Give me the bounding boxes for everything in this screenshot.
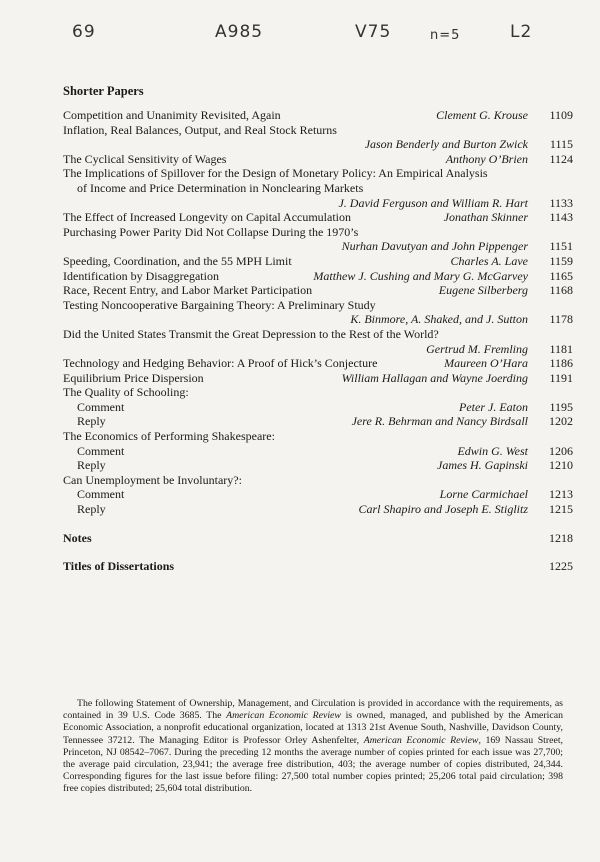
entry-author: Matthew J. Cushing and Mary G. McGarvey — [313, 268, 528, 283]
entry-label: Reply — [77, 458, 106, 473]
entry-author: Eugene Silberberg — [438, 283, 528, 298]
entry-author: William Hallagan and Wayne Joerding — [341, 370, 528, 385]
entry-page: 1218 — [549, 530, 573, 545]
toc-group-title: Can Unemployment be Involuntary?: — [63, 472, 242, 487]
entry-title: Equilibrium Price Dispersion — [63, 370, 204, 385]
entry-author: James H. Gapinski — [437, 458, 528, 473]
toc-entry — [63, 444, 573, 459]
entry-author: Clement G. Krouse — [436, 108, 528, 122]
entry-title: Race, Recent Entry, and Labor Market Participation — [63, 283, 313, 298]
toc-entry — [63, 254, 573, 269]
entry-page: 1206 — [549, 443, 573, 458]
entry-page: 1210 — [549, 458, 573, 473]
entry-author: Jere R. Behrman and Nancy Birdsall — [351, 414, 528, 429]
toc-entry — [63, 502, 573, 517]
entry-author: Nurhan Davutyan and John Pippenger — [341, 239, 528, 254]
toc-entry — [63, 210, 573, 225]
entry-title: Purchasing Power Parity Did Not Collapse During the 1970’s — [63, 224, 359, 239]
toc-entry — [63, 283, 573, 298]
entry-author: Lorne Carmichael — [439, 487, 528, 502]
toc-entry — [63, 356, 573, 371]
entry-page: 1178 — [549, 312, 573, 327]
entry-page: 1165 — [549, 268, 573, 283]
entry-title: The Cyclical Sensitivity of Wages — [63, 151, 227, 166]
entry-author: Charles A. Lave — [450, 253, 528, 268]
handwritten-note: A985 — [215, 22, 264, 42]
toc-entry — [63, 371, 573, 386]
entry-page: 1186 — [549, 356, 573, 371]
entry-page: 1191 — [549, 370, 573, 385]
toc-entry — [63, 269, 573, 284]
entry-page: 1109 — [549, 108, 573, 122]
entry-title: Technology and Hedging Behavior: A Proof of Hick’s Conjecture — [63, 356, 378, 371]
entry-title: Testing Noncooperative Bargaining Theory: A Preliminary Study — [63, 297, 376, 312]
entry-page: 1225 — [549, 559, 573, 574]
ownership-statement: The following Statement of Ownership, Management, and Circulation is provided in accordance with the requirements, as contained in 39 U.S. Code 3685. The American Economic Review is owned, managed, and published by the American Economic Association, a nonprofit educational organization, located at 1313 21st Avenue South, Nashville, Davidson County, Tennessee 37212. The Managing Editor is Professor Orley Ashenfelter, American Economic Review, 169 Nassau Street, Princeton, NJ 08542–7067. During the preceding 12 months the average number of copies printed for each issue was 27,700; the average paid circulation, 23,941; the average free distribution, 403; the average number of copies distributed, 24,344. Corresponding figures for the last issue before filing: 27,500 total number copies printed; 25,206 total paid circulation; 398 free copies distributed; 25,604 total distribution. — [63, 698, 563, 795]
toc-entry — [63, 458, 573, 473]
entry-page: 1159 — [549, 253, 573, 268]
toc-entry — [63, 123, 573, 138]
toc-entry — [63, 152, 573, 167]
toc-entry — [63, 108, 573, 123]
entry-label: Reply — [77, 502, 106, 517]
entry-page: 1124 — [549, 151, 573, 166]
toc-entry — [63, 487, 573, 502]
entry-author: Gertrud M. Fremling — [426, 341, 528, 356]
entry-author: Edwin G. West — [457, 443, 528, 458]
entry-page: 1202 — [549, 414, 573, 429]
entry-page: 1195 — [549, 399, 573, 414]
entry-label: Comment — [77, 399, 125, 414]
handwritten-note: n=5 — [430, 28, 461, 43]
toc-entry — [63, 327, 573, 342]
entry-page: 1215 — [549, 502, 573, 517]
entry-author: Jonathan Skinner — [443, 210, 528, 225]
handwritten-note: V75 — [355, 22, 392, 42]
toc-entry — [63, 414, 573, 429]
entry-title: Speeding, Coordination, and the 55 MPH Limit — [63, 253, 292, 268]
entry-title: The Effect of Increased Longevity on Capital Accumulation — [63, 210, 352, 225]
toc-entry — [63, 400, 573, 415]
entry-label: Comment — [77, 443, 125, 458]
toc-group-title: The Economics of Performing Shakespeare: — [63, 429, 275, 444]
entry-title: Identification by Disaggregation — [63, 268, 219, 283]
toc-section-dissertations — [63, 559, 573, 574]
entry-page: 1168 — [549, 283, 573, 298]
toc-entry — [63, 225, 573, 240]
entry-title: Competition and Unanimity Revisited, Again — [63, 108, 281, 122]
handwritten-note: L2 — [510, 22, 533, 42]
entry-title: Inflation, Real Balances, Output, and Real Stock Returns — [63, 122, 337, 137]
entry-author: Peter J. Eaton — [459, 399, 528, 414]
entry-title: Did the United States Transmit the Great Depression to the Rest of the World? — [63, 326, 439, 341]
toc-entry — [63, 298, 573, 313]
entry-author: J. David Ferguson and William R. Hart — [338, 195, 528, 210]
toc-group-title: The Quality of Schooling: — [63, 385, 189, 400]
entry-title: The Implications of Spillover for the Design of Monetary Policy: An Empirical Analysis — [63, 166, 488, 181]
entry-page: 1143 — [549, 210, 573, 225]
entry-label: Comment — [77, 487, 125, 502]
entry-page: 1151 — [549, 239, 573, 254]
section-heading-dissertations: Titles of Dissertations — [63, 559, 175, 574]
handwritten-note: 69 — [72, 22, 96, 42]
entry-author: Jason Benderly and Burton Zwick — [364, 137, 528, 152]
entry-page: 1115 — [549, 137, 573, 152]
table-of-contents — [63, 108, 573, 574]
entry-author: Anthony O’Brien — [445, 151, 528, 166]
entry-title-continued: of Income and Price Determination in Nonclearing Markets — [77, 180, 364, 195]
entry-label: Reply — [77, 414, 106, 429]
section-heading-notes: Notes — [63, 530, 92, 545]
entry-page: 1213 — [549, 487, 573, 502]
toc-section-notes — [63, 531, 573, 546]
section-heading-shorter-papers: Shorter Papers — [63, 84, 144, 98]
entry-author: K. Binmore, A. Shaked, and J. Sutton — [350, 312, 528, 327]
entry-author: Carl Shapiro and Joseph E. Stiglitz — [358, 502, 528, 517]
entry-page: 1133 — [549, 195, 573, 210]
entry-page: 1181 — [549, 341, 573, 356]
entry-author: Maureen O’Hara — [444, 356, 528, 371]
toc-entry — [63, 166, 573, 181]
